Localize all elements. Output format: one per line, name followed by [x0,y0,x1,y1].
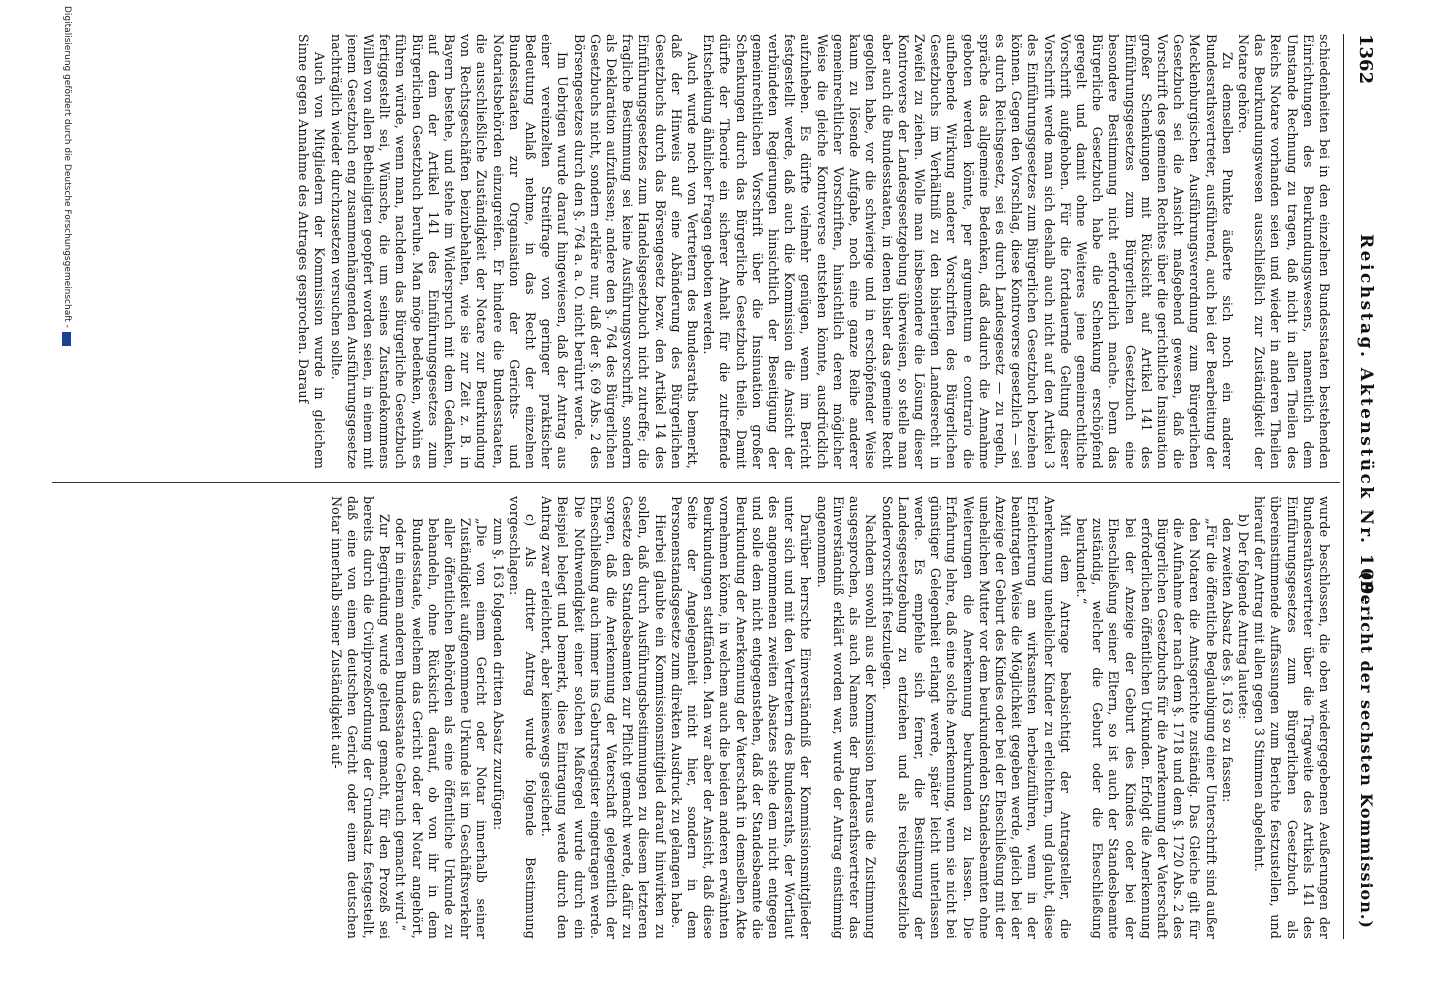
paragraph: Nachdem sowohl aus der Kommission heraus die Zustimmung ausgesprochen, als auch Namens der Bundesrathsvertreter das Einverständniß erklärt worden war, wurde der Antrag einstimmig angenommen. [814,496,879,939]
paragraph: schiedenheiten bei in den einzelnen Bundesstaaten bestehenden Einrichtungen des Beurkundungswesens, namentlich dem Umstande Rechnung zu tragen, daß nicht in allen Theilen des Reichs Notare vorhanden seien und wieder in anderen Theilen das Beurkundungswesen ausschließlich zur Zuständigkeit der Notare gehöre. [1235,34,1332,469]
credit-text: Digitalisierung gefördert durch die Deutsche Forschungsgemeinschaft - [62,6,72,328]
digitization-credit [62,0,72,981]
dfg-logo-icon [63,332,72,346]
right-column [50,496,1332,939]
paragraph: Auch wurde noch von Vertretern des Bundesraths bemerkt, daß der Hinweis auf eine Abänderung des Bürgerlichen Gesetzbuchs durch das Börsengesetz bezw. den Artikel 14 des Einführungsgesetzes zum Handelsgesetzbuch nicht zutreffe; die fragliche Bestimmung sei keine Ausführungsvorschrift, sondern als Deklaration aufzufassen; andere den §. 764 des Bürgerlichen Gesetzbuchs nicht, sondern erkläre nur, daß der §. 69 Abs. 2 des Börsengesetzes durch den §. 764 a. a. O. nicht berührt werde. [571,34,701,469]
paragraph: Im Uebrigen wurde darauf hingewiesen, daß der Antrag aus einer vereinzelten Streitfrage von geringer praktischer Bedeutung Anlaß nehme, in das Recht der einzelnen Bundesstaaten zur Organisation der Gerichts- und Notariatsbehörden einzugreifen. Er hindere die Bundesstaaten, die ausschließliche Zuständigkeit der Notare zur Beurkundung von Rechtsgeschäften beizubehalten, wie sie zur Zeit z. B. in Bayern bestehe, und stehe im Widerspruch mit dem Gedanken, auf dem der Artikel 141 des Einführungsgesetzes zum Bürgerlichen Gesetzbuch beruhe. Man möge bedenken, wohin es führen würde, wenn man, nachdem das Bürgerliche Gesetzbuch fertiggestellt sei, Wünsche, die um seines Zustandekommens Willen von allen Betheiligten geopfert worden seien, in einem mit jenem Gesetzbuch eng zusammenhängenden Ausführungsgesetze nachträglich wieder durchzusetzen versuchen sollte. [328,34,571,469]
paragraph: Darüber herrschte Einverständniß der Kommissionsmitglieder unter sich und mit den Vertretern des Bundesraths, der Wortlaut des angenommenen zweiten Absatzes stehe dem nicht entgegen und solle dem nicht entgegenstehen, daß der Standesbeamte die Beurkundung der Anerkennung der Vaterschaft in demselben Akte vornehmen könne, in welchem auch die beiden anderen erwähnten Beurkundungen stattfänden. Man war aber der Ansicht, daß diese Seite der Angelegenheit nicht hier, sondern in dem Personenstandsgesetze zum direkten Ausdruck zu gelangen habe. [668,496,814,939]
paragraph: Auch von Mitgliedern der Kommission wurde in gleichem Sinne gegen Annahme des Antrages gesprochen. Darauf [296,34,328,469]
running-title: Reichstag. Aktenstück Nr. 109. [1356,234,1376,606]
left-column [50,34,1332,469]
paragraph: b) Der folgende Antrag lautete: [1235,514,1251,720]
report-title: (Bericht der sechsten Kommission.) [1357,571,1376,929]
paragraph: Zu demselben Punkte äußerte sich noch ein anderer Bundesrathsvertreter, ausführend, auch bei der Bearbeitung der Mecklenburgischen Ausführungsverordnung zum Bürgerlichen Gesetzbuch sei die Ansicht maßgebend gewesen, daß die Vorschrift des gemeinen Rechtes über die gerichtliche Insinuation großer Schenkungen mit Rücksicht auf Artikel 141 des Einführungsgesetzes zum Bürgerlichen Gesetzbuch eine besondere Bestimmung nicht erforderlich mache. Denn das Bürgerliche Gesetzbuch habe die Schenkung erschöpfend geregelt und damit ohne Weiteres jene gemeinrechtliche Vorschrift aufgehoben. Für die fortdauernde Geltung dieser Vorschrift werde man sich deshalb auch nicht auf den Artikel 3 des Einführungsgesetzes zum Bürgerlichen Gesetzbuch beziehen können. Gegen den Vorschlag, diese Kontroverse gesetzlich — sei es durch Reichsgesetz, sei es durch Landesgesetz — zu regeln, spräche das allgemeine Bedenken, daß dadurch die Annahme geboten werden könnte, per argumentum e contrario die aufhebende Wirkung anderer Vorschriften des Bürgerlichen Gesetzbuchs im Verhältniß zu den bisherigen Landesrecht in Zweifel zu ziehen. Wolle man insbesondere die Lösung dieser Kontroverse der Landesgesetzgebung überweisen, so stelle man aber auch die Bundesstaaten, in denen bisher das gemeine Recht gegolten habe, vor die schwierige und in erschöpfender Weise kaum zu lösende Aufgabe, noch eine ganze Reihe anderer gemeinrechtlicher Vorschriften, hinsichtlich deren möglicher Weise die gleiche Kontroverse entstehen könnte, ausdrücklich aufzuheben. Es dürfte vielmehr genügen, wenn im Bericht festgestellt werde, daß auch die Kommission die Ansicht der verbündeten Regierungen hinsichtlich der Beseitigung der gemeinrechtlichen Vorschrift über die Insinuation großer Schenkungen durch das Bürgerliche Gesetzbuch theile. Damit dürfte der Theorie ein sicherer Anhalt für die zutreffende Entscheidung ähnlicher Fragen geboten werden. [701,34,1235,469]
paragraph: den zweiten Absatz des §. 163 so zu fassen: [1219,518,1235,803]
paragraph: wurde beschlossen, die oben wiedergegebenen Aeußerungen der Bundesrathsvertreter über die Tragweite des Artikels 141 des Einführungsgesetzes zum Bürgerlichen Gesetzbuch als übereinstimmende Auffassungen zum Berichte festzustellen, und hierauf der Antrag mit allen gegen 3 Stimmen abgelehnt. [1252,496,1332,939]
paragraph: zum §. 163 folgenden dritten Absatz zuzufügen: [490,518,506,831]
header-rule [1343,34,1344,939]
quote: „Für die öffentliche Beglaubigung einer Unterschrift sind außer den Notaren die Amtsgerichte zuständig. Das Gleiche gilt für die Aufnahme der nach dem §. 1718 und dem §. 1720 Abs. 2 des Bürgerlichen Gesetzbuchs für die Anerkennung der Vaterschaft erforderlichen öffentlichen Urkunden. Erfolgt die Anerkennung bei der Anzeige der Geburt des Kindes oder bei der Eheschließung seiner Eltern, so ist auch der Standesbeamte zuständig, welcher die Geburt oder die Eheschließung beurkundet.“ [1073,518,1219,939]
paragraph: Hierbei glaubte ein Kommissionsmitglied darauf hinwirken zu sollen, daß durch Ausführungsbestimmungen zu diesem letzteren Gesetze den Standesbeamten zur Pflicht gemacht werde, dafür zu sorgen, daß die Anerkennung der Vaterschaft gelegentlich der Eheschließung auch immer ins Geburtsregister eingetragen werde. Die Nothwendigkeit einer solchen Maßregel wurde durch ein Beispiel belegt und bemerkt, diese Eintragung werde durch den Antrag zwar erleichtert, aber keineswegs gesichert. [539,496,668,939]
paragraph: c) Als dritter Antrag wurde folgende Bestimmung vorgeschlagen: [506,496,539,939]
document-page [44,34,1384,939]
quote: „Die von einem Gericht oder Notar innerhalb seiner Zuständigkeit aufgenommene Urkunde ist im Geschäftsverkehr aller öffentlichen Behörden als eine öffentliche Urkunde zu behandeln, ohne Rücksicht darauf, ob von ihr in dem Bundesstaate, welchem das Gericht oder der Notar angehört, oder in einem anderen Bundesstaate Gebrauch gemacht wird.“ [393,518,490,939]
page-number: 1362 [1355,34,1376,85]
column-divider [52,482,1340,483]
paragraph: Mit dem Antrage beabsichtigt der Antragsteller, die Anerkennung unehelicher Kinder zu erleichtern, und glaubt, diese Erleichterung am wirksamsten herbeizuführen, wenn in der beantragten Weise die Möglichkeit gegeben werde, gleich bei der Anzeige der Geburt des Kindes oder bei der Eheschließung mit der unehelichen Mutter vor dem beurkundenden Standesbeamten ohne Weiterungen die Anerkennung beurkunden zu lassen. Die Erfahrung lehre, daß eine solche Anerkennung, wenn sie nicht bei günstiger Gelegenheit erlangt werde, später leicht unterlassen werde. Es empfehle sich ferner, die Bestimmung der Landesgesetzgebung zu entziehen und als reichsgesetzliche Sondervorschrift festzulegen. [879,496,1073,939]
paragraph: Zur Begründung wurde geltend gemacht, für den Prozeß sei bereits durch die Civilprozeßordnung der Grundsatz festgestellt, daß eine von einem deutschen Gericht oder einem deutschen Notar innerhalb seiner Zuständigkeit auf- [328,496,393,939]
